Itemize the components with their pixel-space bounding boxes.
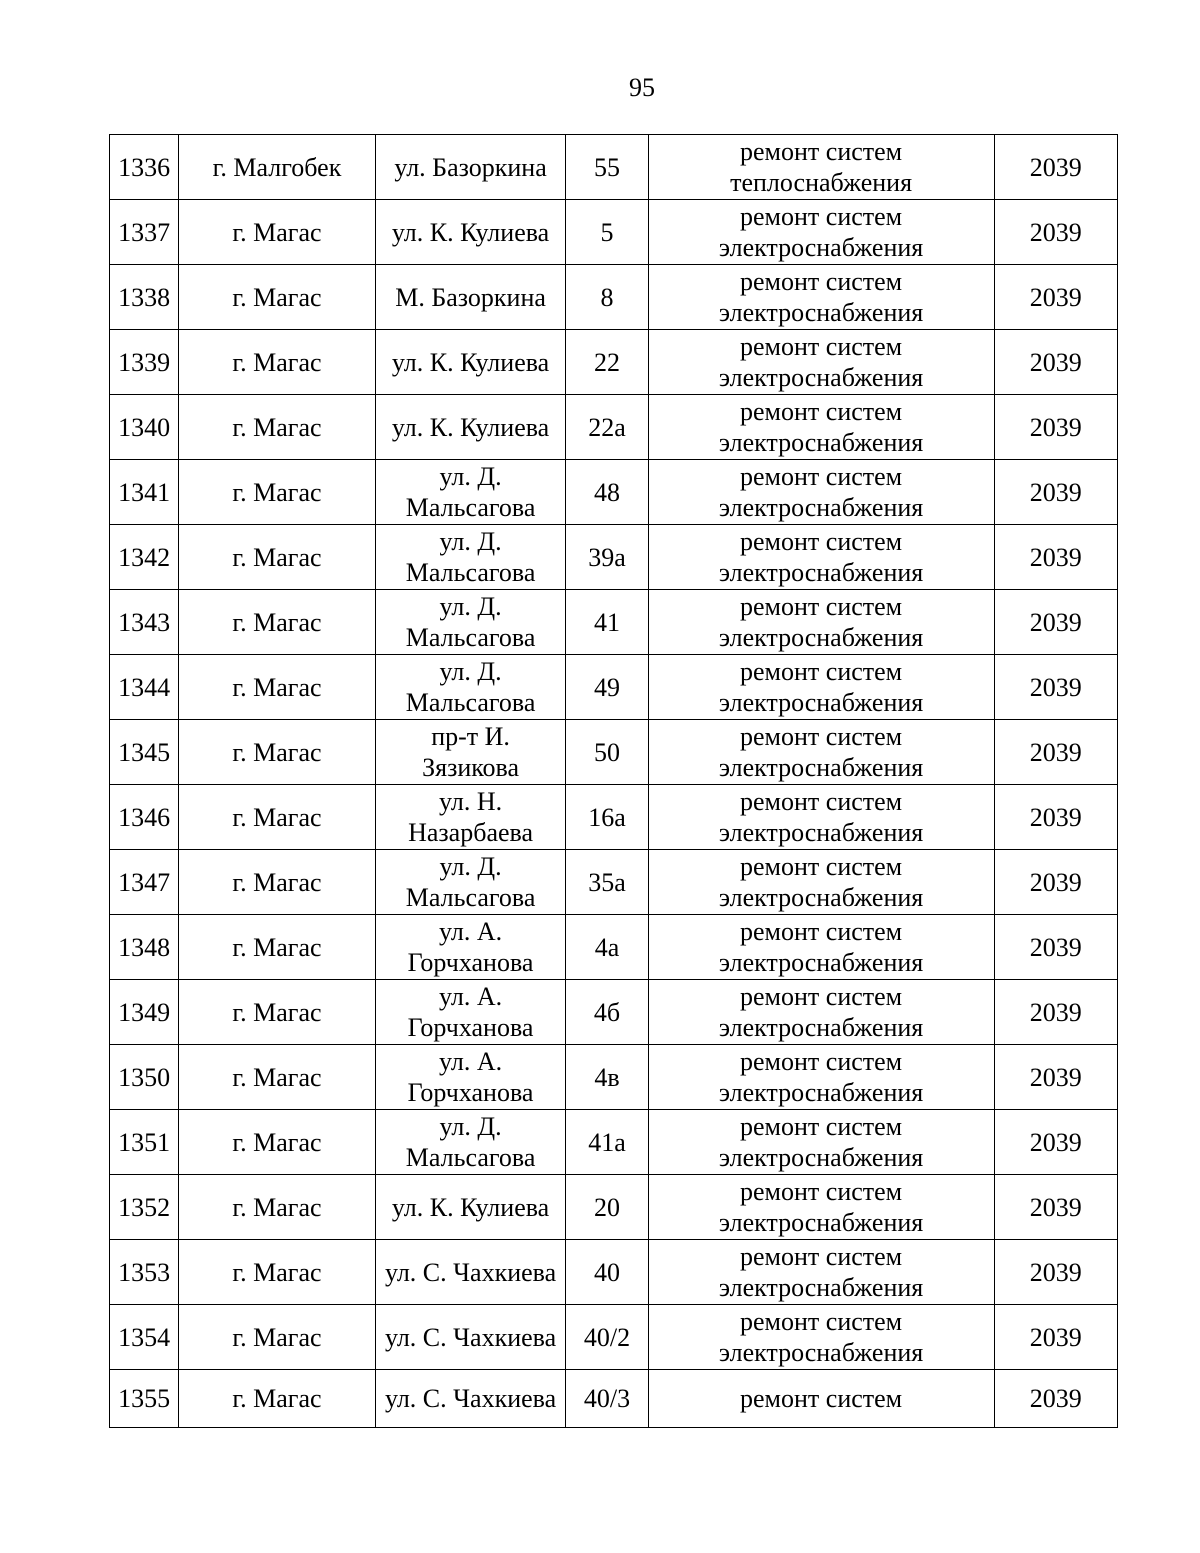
work-type-cell-line: электроснабжения <box>718 493 924 522</box>
row-number-cell: 1348 <box>110 915 179 980</box>
street-cell-line: ул. Д. <box>439 1112 502 1141</box>
table-row <box>110 1175 1118 1240</box>
city-cell: г. Магас <box>179 1240 376 1305</box>
work-type-cell-line: электроснабжения <box>718 428 924 457</box>
work-type-cell-line: ремонт систем <box>740 787 903 816</box>
year-cell: 2039 <box>994 135 1117 200</box>
work-type-cell-line: ремонт систем <box>740 202 903 231</box>
table-row <box>110 980 1118 1045</box>
street-cell-line: Мальсагова <box>405 883 536 912</box>
row-number-cell: 1354 <box>110 1305 179 1370</box>
table-row <box>110 330 1118 395</box>
street-cell-line: ул. А. <box>439 917 503 946</box>
city-cell: г. Магас <box>179 460 376 525</box>
work-type-cell <box>648 460 994 525</box>
house-cell: 48 <box>566 460 648 525</box>
street-cell <box>375 720 566 785</box>
house-cell: 22а <box>566 395 648 460</box>
year-cell: 2039 <box>994 330 1117 395</box>
work-type-cell <box>648 590 994 655</box>
work-type-cell-line: теплоснабжения <box>730 168 913 197</box>
work-type-cell-line: электроснабжения <box>718 1338 924 1367</box>
work-type-cell <box>648 720 994 785</box>
house-cell: 41 <box>566 590 648 655</box>
work-type-cell-line: электроснабжения <box>718 883 924 912</box>
table-body <box>110 135 1118 1428</box>
house-cell: 50 <box>566 720 648 785</box>
street-cell-line: ул. Д. <box>439 527 502 556</box>
house-cell: 35а <box>566 850 648 915</box>
work-type-cell-line: ремонт систем <box>740 267 903 296</box>
street-cell-line: ул. К. Кулиева <box>391 412 550 442</box>
city-cell: г. Магас <box>179 200 376 265</box>
row-number-cell: 1338 <box>110 265 179 330</box>
house-cell: 4а <box>566 915 648 980</box>
table-row <box>110 525 1118 590</box>
table-row <box>110 850 1118 915</box>
street-cell <box>375 1045 566 1110</box>
street-cell-line: ул. А. <box>439 1047 503 1076</box>
work-type-cell-line: ремонт систем <box>740 1112 903 1141</box>
year-cell: 2039 <box>994 1110 1117 1175</box>
work-type-cell-line: электроснабжения <box>718 753 924 782</box>
street-cell <box>375 525 566 590</box>
table-row <box>110 1045 1118 1110</box>
street-cell-line: ул. К. Кулиева <box>391 347 550 377</box>
row-number-cell: 1347 <box>110 850 179 915</box>
work-type-cell <box>648 265 994 330</box>
work-type-cell-line: ремонт систем <box>740 332 903 361</box>
house-cell: 20 <box>566 1175 648 1240</box>
street-cell <box>375 1110 566 1175</box>
city-cell: г. Магас <box>179 720 376 785</box>
table-row <box>110 655 1118 720</box>
street-cell-line: ул. А. <box>439 982 503 1011</box>
city-cell: г. Магас <box>179 1110 376 1175</box>
street-cell-line: ул. Н. <box>439 787 503 816</box>
row-number-cell: 1340 <box>110 395 179 460</box>
work-type-cell-line: ремонт систем <box>740 462 903 491</box>
city-cell: г. Магас <box>179 1305 376 1370</box>
work-type-cell <box>648 135 994 200</box>
street-cell-line: Мальсагова <box>405 623 536 652</box>
year-cell: 2039 <box>994 1305 1117 1370</box>
year-cell: 2039 <box>994 915 1117 980</box>
house-cell: 40/2 <box>566 1305 648 1370</box>
row-number-cell: 1343 <box>110 590 179 655</box>
street-cell-line: Назарбаева <box>408 818 534 847</box>
work-type-cell <box>648 200 994 265</box>
table-row <box>110 785 1118 850</box>
street-cell-line: ул. Д. <box>439 657 502 686</box>
work-type-cell-line: электроснабжения <box>718 623 924 652</box>
row-number-cell: 1341 <box>110 460 179 525</box>
work-type-cell <box>648 785 994 850</box>
street-cell <box>375 590 566 655</box>
work-type-cell-line: электроснабжения <box>718 1273 924 1302</box>
year-cell: 2039 <box>994 1240 1117 1305</box>
work-type-cell <box>648 1305 994 1370</box>
street-cell <box>375 395 566 460</box>
work-type-cell-line: электроснабжения <box>718 558 924 587</box>
work-type-cell <box>648 1240 994 1305</box>
work-type-cell-line: ремонт систем <box>740 137 903 166</box>
city-cell: г. Магас <box>179 525 376 590</box>
street-cell <box>375 200 566 265</box>
table-row <box>110 200 1118 265</box>
works-table <box>109 134 1118 1428</box>
city-cell: г. Магас <box>179 1045 376 1110</box>
work-type-cell-line: электроснабжения <box>718 1013 924 1042</box>
year-cell: 2039 <box>994 265 1117 330</box>
row-number-cell: 1336 <box>110 135 179 200</box>
house-cell: 41а <box>566 1110 648 1175</box>
row-number-cell: 1349 <box>110 980 179 1045</box>
year-cell: 2039 <box>994 785 1117 850</box>
city-cell: г. Магас <box>179 980 376 1045</box>
street-cell-line: Горчханова <box>407 1078 534 1107</box>
table-row <box>110 265 1118 330</box>
year-cell: 2039 <box>994 1045 1117 1110</box>
street-cell <box>375 460 566 525</box>
year-cell: 2039 <box>994 980 1117 1045</box>
street-cell-line: ул. Д. <box>439 462 502 491</box>
house-cell: 4в <box>566 1045 648 1110</box>
work-type-cell-line: электроснабжения <box>718 688 924 717</box>
work-type-cell <box>648 1175 994 1240</box>
table-row <box>110 135 1118 200</box>
row-number-cell: 1352 <box>110 1175 179 1240</box>
house-cell: 49 <box>566 655 648 720</box>
work-type-cell <box>648 915 994 980</box>
street-cell-line: ул. Д. <box>439 592 502 621</box>
street-cell-line: ул. С. Чахкиева <box>384 1322 557 1352</box>
street-cell-line: ул. Д. <box>439 852 502 881</box>
street-cell <box>375 265 566 330</box>
table-row <box>110 1240 1118 1305</box>
row-number-cell: 1344 <box>110 655 179 720</box>
table-row <box>110 1110 1118 1175</box>
house-cell: 40/3 <box>566 1370 648 1428</box>
street-cell-line: пр-т И. <box>431 722 510 751</box>
work-type-cell-line: ремонт систем <box>740 1242 903 1271</box>
street-cell-line: Горчханова <box>407 1013 534 1042</box>
work-type-cell <box>648 980 994 1045</box>
house-cell: 4б <box>566 980 648 1045</box>
year-cell: 2039 <box>994 1370 1117 1428</box>
work-type-cell-line: электроснабжения <box>718 298 924 327</box>
work-type-cell-line: ремонт систем <box>740 657 903 686</box>
street-cell <box>375 1370 566 1428</box>
work-type-cell-line: электроснабжения <box>718 363 924 392</box>
work-type-cell <box>648 1045 994 1110</box>
city-cell: г. Магас <box>179 330 376 395</box>
row-number-cell: 1350 <box>110 1045 179 1110</box>
table-row <box>110 915 1118 980</box>
street-cell <box>375 330 566 395</box>
work-type-cell-line: ремонт систем <box>740 917 903 946</box>
street-cell-line: Горчханова <box>407 948 534 977</box>
work-type-cell <box>648 395 994 460</box>
house-cell: 55 <box>566 135 648 200</box>
street-cell-line: ул. Базоркина <box>394 152 547 182</box>
row-number-cell: 1353 <box>110 1240 179 1305</box>
work-type-cell-line: ремонт систем <box>740 1384 903 1413</box>
work-type-cell-line: ремонт систем <box>740 397 903 426</box>
row-number-cell: 1346 <box>110 785 179 850</box>
year-cell: 2039 <box>994 655 1117 720</box>
house-cell: 22 <box>566 330 648 395</box>
street-cell-line: Мальсагова <box>405 1143 536 1172</box>
work-type-cell-line: электроснабжения <box>718 1078 924 1107</box>
street-cell-line: ул. С. Чахкиева <box>384 1384 557 1413</box>
house-cell: 8 <box>566 265 648 330</box>
street-cell <box>375 655 566 720</box>
street-cell <box>375 980 566 1045</box>
city-cell: г. Магас <box>179 655 376 720</box>
city-cell: г. Магас <box>179 915 376 980</box>
row-number-cell: 1345 <box>110 720 179 785</box>
table-row <box>110 395 1118 460</box>
work-type-cell-line: ремонт систем <box>740 592 903 621</box>
street-cell-line: Мальсагова <box>405 688 536 717</box>
street-cell-line: ул. К. Кулиева <box>391 1192 550 1222</box>
city-cell: г. Малгобек <box>179 135 376 200</box>
street-cell-line: ул. С. Чахкиева <box>384 1257 557 1287</box>
table-row <box>110 460 1118 525</box>
city-cell: г. Магас <box>179 850 376 915</box>
house-cell: 16а <box>566 785 648 850</box>
house-cell: 39а <box>566 525 648 590</box>
work-type-cell-line: электроснабжения <box>718 233 924 262</box>
work-type-cell-line: ремонт систем <box>740 1047 903 1076</box>
work-type-cell-line: ремонт систем <box>740 722 903 751</box>
work-type-cell-line: ремонт систем <box>740 1177 903 1206</box>
street-cell <box>375 785 566 850</box>
work-type-cell-line: ремонт систем <box>740 527 903 556</box>
street-cell-line: Мальсагова <box>405 558 536 587</box>
street-cell <box>375 915 566 980</box>
city-cell: г. Магас <box>179 395 376 460</box>
city-cell: г. Магас <box>179 785 376 850</box>
year-cell: 2039 <box>994 460 1117 525</box>
row-number-cell: 1355 <box>110 1370 179 1428</box>
year-cell: 2039 <box>994 720 1117 785</box>
street-cell-line: ул. К. Кулиева <box>391 217 550 247</box>
street-cell-line: Мальсагова <box>405 493 536 522</box>
year-cell: 2039 <box>994 525 1117 590</box>
work-type-cell-line: ремонт систем <box>740 1307 903 1336</box>
row-number-cell: 1342 <box>110 525 179 590</box>
house-cell: 40 <box>566 1240 648 1305</box>
year-cell: 2039 <box>994 395 1117 460</box>
table-row <box>110 590 1118 655</box>
street-cell <box>375 1305 566 1370</box>
street-cell <box>375 1175 566 1240</box>
work-type-cell-line: электроснабжения <box>718 1208 924 1237</box>
city-cell: г. Магас <box>179 1370 376 1428</box>
street-cell <box>375 135 566 200</box>
work-type-cell-line: электроснабжения <box>718 818 924 847</box>
house-cell: 5 <box>566 200 648 265</box>
street-cell <box>375 850 566 915</box>
table-row <box>110 1305 1118 1370</box>
work-type-cell <box>648 655 994 720</box>
work-type-cell-line: ремонт систем <box>740 852 903 881</box>
year-cell: 2039 <box>994 1175 1117 1240</box>
row-number-cell: 1351 <box>110 1110 179 1175</box>
work-type-cell <box>648 525 994 590</box>
page-number: 95 <box>629 73 655 102</box>
work-type-cell <box>648 1110 994 1175</box>
work-type-cell <box>648 850 994 915</box>
table-row <box>110 1370 1118 1428</box>
table-row <box>110 720 1118 785</box>
work-type-cell <box>648 1370 994 1428</box>
work-type-cell <box>648 330 994 395</box>
row-number-cell: 1339 <box>110 330 179 395</box>
year-cell: 2039 <box>994 590 1117 655</box>
work-type-cell-line: электроснабжения <box>718 948 924 977</box>
city-cell: г. Магас <box>179 265 376 330</box>
street-cell-line: Зязикова <box>422 753 520 782</box>
year-cell: 2039 <box>994 850 1117 915</box>
year-cell: 2039 <box>994 200 1117 265</box>
row-number-cell: 1337 <box>110 200 179 265</box>
city-cell: г. Магас <box>179 590 376 655</box>
street-cell-line: М. Базоркина <box>395 282 546 312</box>
work-type-cell-line: электроснабжения <box>718 1143 924 1172</box>
city-cell: г. Магас <box>179 1175 376 1240</box>
work-type-cell-line: ремонт систем <box>740 982 903 1011</box>
street-cell <box>375 1240 566 1305</box>
